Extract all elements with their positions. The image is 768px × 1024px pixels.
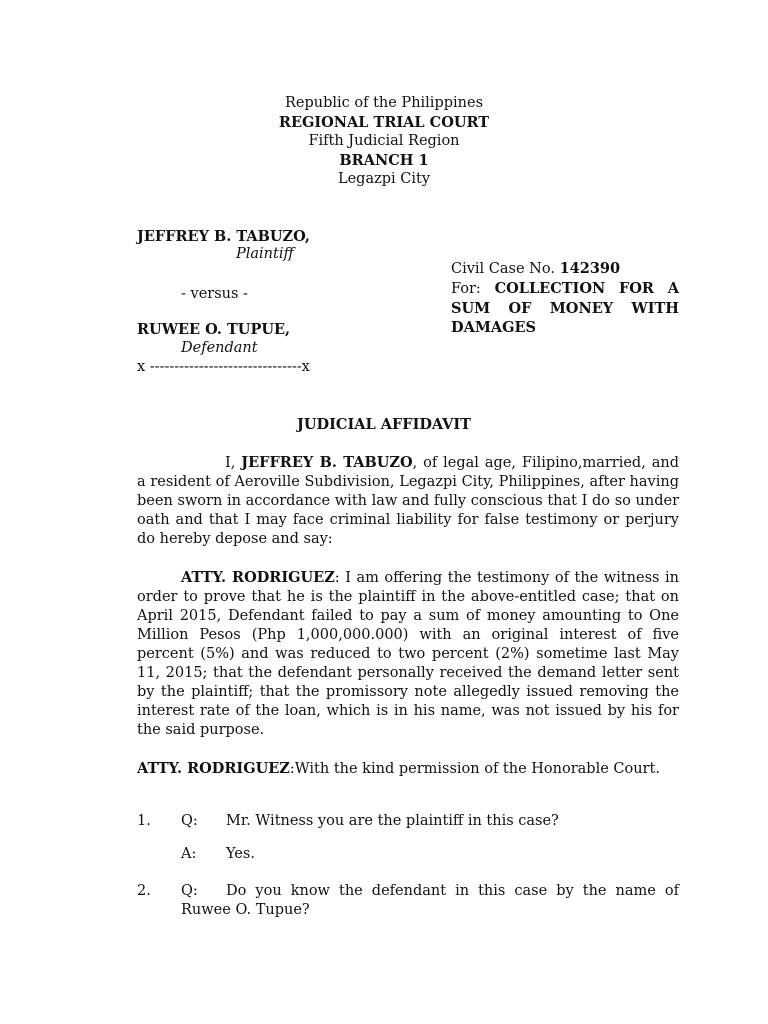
- case-number-line: [451, 259, 679, 279]
- permission-atty: ATTY: [137, 760, 178, 777]
- versus-label: - versus -: [181, 286, 248, 302]
- for-line-1: [451, 279, 679, 299]
- for-line-3: DAMAGES: [451, 319, 537, 336]
- intro-text: , of legal age, Filipino,married, and a resident of Aeroville Subdivision, Legazpi City, Philippines, after having been sworn in accordance with law and fully conscious that I do so under oath and that I may face criminal liability for false testimony or perjury do hereby depose and say:: [137, 455, 680, 547]
- court-header: [0, 94, 768, 189]
- affiant-name: JEFFREY B. TABUZO: [241, 454, 413, 471]
- header-court: REGIONAL TRIAL COURT: [278, 114, 490, 131]
- offer-text: : I am offering the testimony of the witness in order to prove that he is the plaintiff in the above-entitled case; that on April 2015, Defendant failed to pay a sum of money amounting to One Million Pesos (Php 1,000,000.000) with an original interest of five percent (5%) and was reduced to two percent (2%) sometime last May 11, 2015; that the defendant personally received the demand letter sent by the plaintiff; that the promissory note allegedly issued removing the interest rate of the loan, which is in his name, was not issued by his for the said purpose.: [137, 570, 679, 738]
- answer-text: Yes.: [226, 846, 255, 862]
- for-text-1: COLLECTION FOR A: [494, 280, 679, 297]
- qa-number: 2.: [137, 883, 151, 899]
- question-text-line-2: Ruwee O. Tupue?: [181, 902, 310, 918]
- caption-separator: x -------------------------------x: [137, 359, 310, 375]
- qa-number: 1.: [137, 813, 151, 829]
- header-branch: BRANCH 1: [339, 152, 429, 169]
- header-republic: Republic of the Philippines: [284, 95, 484, 111]
- for-line-2: SUM OF MONEY WITH: [451, 300, 679, 317]
- plaintiff-name: JEFFREY B. TABUZO,: [137, 228, 310, 245]
- offer-name: . RODRIGUEZ: [221, 569, 335, 586]
- case-number: 142390: [559, 260, 621, 277]
- question-label: Q:: [181, 883, 198, 899]
- question-text-line-1: Do you know the defendant in this case by the name of: [226, 883, 679, 899]
- answer-label: A:: [181, 846, 197, 862]
- defendant-name: RUWEE O. TUPUE,: [137, 321, 291, 338]
- case-info: [451, 259, 679, 337]
- defendant-role: Defendant: [181, 340, 258, 356]
- question-label: Q:: [181, 813, 198, 829]
- question-text: Mr. Witness you are the plaintiff in this case?: [226, 813, 559, 829]
- offer-paragraph: [137, 568, 679, 740]
- permission-name: . RODRIGUEZ: [177, 760, 290, 777]
- header-region: Fifth Judicial Region: [308, 133, 460, 149]
- intro-prefix: I,: [225, 455, 242, 471]
- document-title: JUDICIAL AFFIDAVIT: [297, 416, 471, 433]
- permission-paragraph: [137, 759, 679, 779]
- plaintiff-role: Plaintiff: [236, 246, 294, 262]
- offer-atty: ATTY: [181, 569, 222, 586]
- intro-paragraph: [137, 453, 679, 549]
- permission-text: :With the kind permission of the Honorable Court.: [289, 761, 660, 777]
- header-city: Legazpi City: [337, 171, 431, 187]
- for-label: For:: [451, 281, 481, 297]
- case-label: Civil Case No.: [451, 261, 555, 277]
